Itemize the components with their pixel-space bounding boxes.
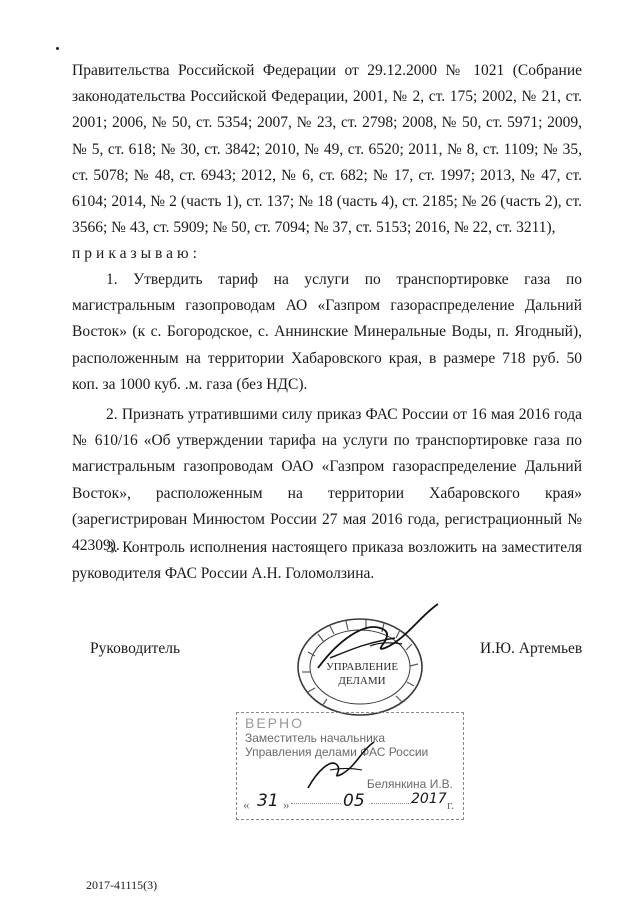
item-2: 2. Признать утратившими силу приказ ФАС России от 16 мая 2016 года № 610/16 «Об утверждении тарифа на услуги по транспортировке газа по магистральным газопроводам ОАО «Газпром газораспределение Дальний Восток», расположенным на территории Хабаровского края» (зарегистрирован Минюстом России 27 мая 2016 года, регистрационный № 42309). [72,406,582,555]
seal-text-line1: УПРАВЛЕНИЕ [325,661,399,673]
item-1: 1. Утвердить тариф на услуги по транспортировке газа по магистральным газопроводам АО «Газпром газораспределение Дальний Восток» (к с. Богородское, с. Аннинские Минеральные Воды, п. Ягодный), расположенным на территории Хабаровского края, в размере 718 руб. 50 коп. за 1000 куб. .м. газа (без НДС). [72,271,582,393]
item-3: 3. Контроль исполнения настоящего приказа возложить на заместителя руководителя ФАС России А.Н. Голомолзина. [72,539,582,583]
scan-speck [56,47,59,50]
signer-name: И.Ю. Артемьев [480,640,583,657]
stamp-day: 31 [257,791,279,811]
handwritten-signature [310,598,445,678]
order-word: приказываю: [72,245,201,262]
stamp-year-suffix: г. [447,797,455,812]
stamp-year: 2017 [411,791,447,807]
stamp-name: Белянкина И.В. [366,777,453,791]
seal-text-line2: ДЕЛАМИ [338,675,386,687]
stamp-line-1: Заместитель начальника [245,731,386,745]
stamp-line-2: Управления делами ФАС России [245,745,429,759]
document-number: 2017-41115(3) [86,878,158,892]
stamp-verno: ВЕРНО [245,715,305,731]
stamp-signature [300,740,380,790]
certification-stamp: ВЕРНО Заместитель начальника Управления делами ФАС России Белянкина И.В. « 31 » 05 2017 г. [236,712,464,820]
signer-position: Руководитель [90,640,181,657]
stamp-month: 05 [343,791,365,811]
intro-paragraph: Правительства Российской Федерации от 29.12.2000 № 1021 (Собрание законодательства Российской Федерации, 2001, № 2, ст. 175; 2002, № 21, ст. 2001; 2006, № 50, ст. 5354; 2007, № 23, ст. 2798; 2008, № 50, ст. 5971; 2009, № 5, ст. 618; № 30, ст. 3842; 2010, № 49, ст. 6520; 2011, № 8, ст. 1109; № 35, ст. 5078; № 48, ст. 6943; 2012, № 6, ст. 682; № 17, ст. 1997; 2013, № 47, ст. 6104; 2014, № 2 (часть 1), ст. 137; № 18 (часть 4), ст. 2185; № 26 (часть 2), ст. 3566; № 43, ст. 5909; № 50, ст. 7094; № 37, ст. 5153; 2016, № 22, ст. 3211), [72,62,582,237]
